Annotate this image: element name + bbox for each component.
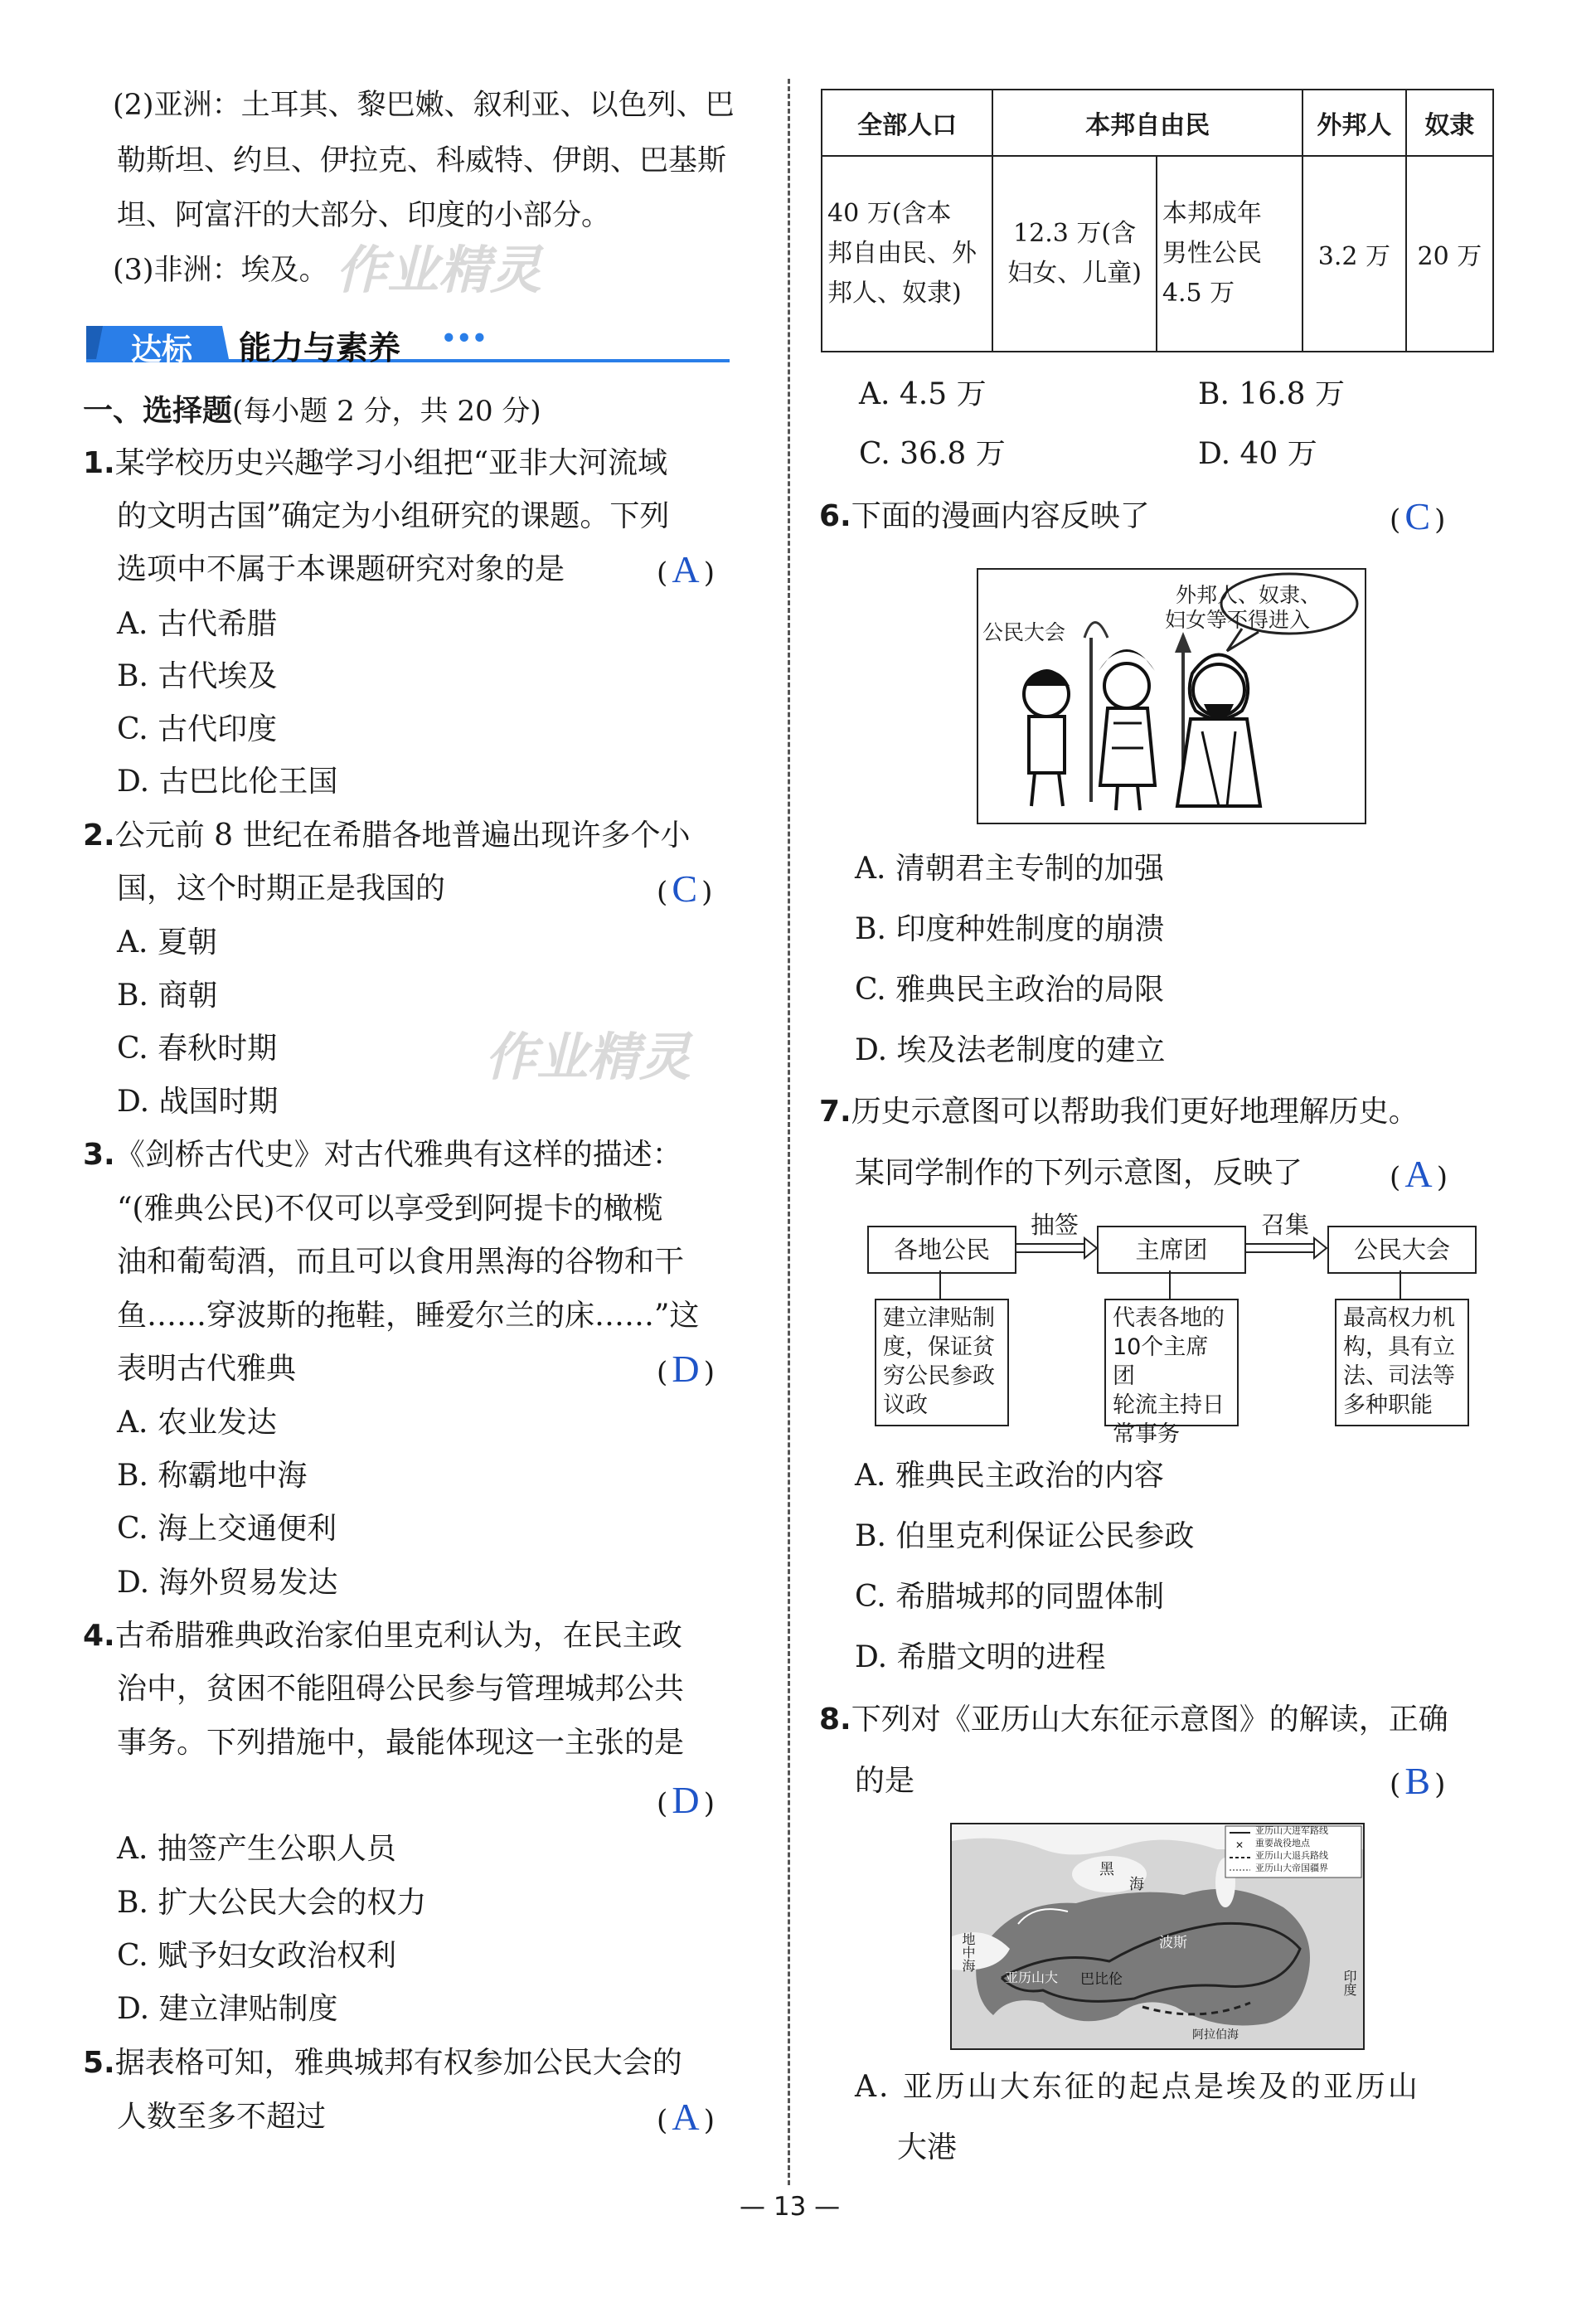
part-heading: [83, 392, 541, 431]
map-label: 黑: [1099, 1861, 1114, 1878]
map-label: 印度: [1341, 1970, 1357, 1996]
question-1-line-3: 选项中不属于本课题研究对象的是: [117, 552, 565, 586]
option: D. 古巴比伦王国: [117, 765, 338, 799]
option: C. 春秋时期: [117, 1032, 278, 1066]
question-5-answer: ( A ): [657, 2096, 715, 2138]
option: B. 古代埃及: [117, 659, 278, 693]
table-cell: 12.3 万(含 妇女、儿童): [992, 156, 1157, 352]
map-legend-item: 亚历山大进军路线: [1255, 1825, 1328, 1836]
map-label: 亚历山大: [1005, 1970, 1059, 1985]
option: A. 雅典民主政治的内容: [855, 1459, 1164, 1493]
option: B. 扩大公民大会的权力: [117, 1886, 427, 1920]
option: D. 海外贸易发达: [117, 1566, 338, 1600]
option: D. 战国时期: [117, 1085, 279, 1119]
option: B. 称霸地中海: [117, 1459, 308, 1493]
question-6-answer: ( C ): [1390, 495, 1446, 537]
section-dots: •••: [441, 324, 488, 352]
map-label: 巴比伦: [1080, 1971, 1123, 1988]
option: A. 4.5 万: [859, 377, 987, 411]
option: B. 16.8 万: [1198, 377, 1345, 411]
column-divider: [788, 79, 790, 2185]
table-header: 外邦人: [1303, 90, 1406, 156]
arrow-label: 召集: [1261, 1211, 1310, 1239]
question-7-line-1: 7.历史示意图可以帮助我们更好地理解历史。: [819, 1095, 1419, 1129]
arrow-label: 抽签: [1031, 1211, 1079, 1239]
section-badge: 达标: [131, 332, 192, 367]
question-1-answer: ( A ): [657, 548, 715, 590]
option: A. 亚历山大东征的起点是埃及的亚历山: [855, 2070, 1420, 2104]
question-3-line-1: 3.《剑桥古代史》对古代雅典有这样的描述：: [83, 1138, 682, 1172]
question-3-line-5: 表明古代雅典: [117, 1352, 297, 1386]
question-8-line-1: 8.下列对《亚历山大东征示意图》的解读，正确: [819, 1703, 1448, 1737]
map-legend-item: 重要战役地点: [1255, 1838, 1310, 1848]
map-label: 阿拉伯海: [1192, 2028, 1239, 2042]
question-4-answer: ( D ): [657, 1779, 715, 1821]
option: D. 希腊文明的进程: [855, 1640, 1106, 1674]
intro-line-2: 勒斯坦、约旦、伊拉克、科威特、伊朗、巴基斯: [117, 144, 727, 177]
speech-bubble-line: 外邦人、奴隶、: [1176, 583, 1322, 607]
table-header: 本邦自由民: [992, 90, 1303, 156]
speech-bubble-line: 妇女等不得进入: [1165, 608, 1311, 632]
cartoon-image: [977, 568, 1366, 824]
option: A. 抽签产生公职人员: [117, 1832, 396, 1866]
question-7-line-2: 某同学制作的下列示意图，反映了: [855, 1156, 1303, 1190]
table-header: 全部人口: [822, 90, 992, 156]
map-label: 地中海: [960, 1932, 976, 1972]
question-number: 1.: [83, 446, 115, 480]
intro-line-3: 坦、阿富汗的大部分、印度的小部分。: [117, 199, 611, 232]
option: B. 印度种姓制度的崩溃: [855, 912, 1165, 946]
question-3-answer: ( D ): [657, 1348, 715, 1390]
map-legend-item: 亚历山大退兵路线: [1255, 1850, 1328, 1861]
diagram-note: 最高权力机 构，具有立 法、司法等 多种职能: [1335, 1299, 1469, 1426]
diagram-note: 建立津贴制 度，保证贫 穷公民参政 议政: [875, 1299, 1009, 1426]
watermark: 作业精灵: [336, 240, 542, 300]
option: C. 希腊城邦的同盟体制: [855, 1580, 1165, 1614]
question-8-answer: ( B ): [1390, 1760, 1446, 1802]
question-3-line-4: 鱼……穿波斯的拖鞋，睡爱尔兰的床……”这: [117, 1299, 700, 1333]
question-5-line-1: 5.据表格可知，雅典城邦有权参加公民大会的: [83, 2046, 682, 2080]
option: B. 伯里克利保证公民参政: [855, 1519, 1195, 1553]
question-3-line-2: “(雅典公民)不仅可以享受到阿提卡的橄榄: [117, 1192, 663, 1226]
svg-text:✕: ✕: [1235, 1839, 1244, 1851]
diagram-box-presidium: 主席团: [1097, 1226, 1246, 1274]
map-label: 海: [1129, 1876, 1144, 1893]
question-2-answer: ( C ): [657, 867, 713, 910]
question-4-line-2: 治中，贫困不能阻碍公民参与管理城邦公共: [117, 1672, 685, 1706]
question-1-line-2: 的文明古国”确定为小组研究的课题。下列: [117, 499, 670, 533]
option: A. 古代希腊: [117, 607, 277, 641]
section-title: 能力与素养: [239, 330, 401, 367]
intro-line-4: (3)非洲：埃及。: [113, 254, 328, 287]
cartoon-label: 公民大会: [982, 620, 1066, 644]
option: C. 赋予妇女政治权利: [117, 1939, 397, 1973]
diagram-note: 代表各地的 10个主席团 轮流主持日 常事务: [1104, 1299, 1239, 1426]
question-8-line-2: 的是: [855, 1764, 915, 1798]
option: A. 夏朝: [117, 925, 217, 959]
question-1-line-1: 1.某学校历史兴趣学习小组把“亚非大河流域: [83, 446, 668, 480]
option: A. 农业发达: [117, 1406, 277, 1440]
question-7-answer: ( A ): [1390, 1153, 1448, 1195]
part-title: 一、选择题: [83, 394, 233, 428]
option: C. 雅典民主政治的局限: [855, 973, 1165, 1007]
question-3-line-3: 油和葡萄酒，而且可以食用黑海的谷物和干: [117, 1245, 685, 1279]
question-6-line-1: 6.下面的漫画内容反映了: [819, 499, 1150, 533]
option: C. 古代印度: [117, 712, 278, 746]
option: D. 建立津贴制度: [117, 1992, 338, 2026]
option: D. 埃及法老制度的建立: [855, 1033, 1166, 1067]
diagram-box-assembly: 公民大会: [1327, 1226, 1477, 1274]
population-table: [821, 89, 1494, 352]
map-legend-item: 亚历山大帝国疆界: [1255, 1863, 1328, 1873]
watermark: 作业精灵: [485, 1027, 691, 1087]
question-2-line-1: 2.公元前 8 世纪在希腊各地普遍出现许多个小: [83, 819, 691, 853]
option: B. 商朝: [117, 979, 218, 1013]
option: A. 清朝君主专制的加强: [855, 852, 1164, 886]
alexander-map: [950, 1823, 1365, 2050]
part-note: (每小题 2 分，共 20 分): [232, 395, 541, 428]
flow-diagram: [867, 1211, 1497, 1448]
table-cell: 本邦成年 男性公民 4.5 万: [1157, 156, 1303, 352]
table-cell: 20 万: [1406, 156, 1493, 352]
diagram-box-citizens: 各地公民: [867, 1226, 1016, 1274]
option: C. 海上交通便利: [117, 1512, 337, 1546]
option: D. 40 万: [1198, 437, 1317, 471]
map-label: 波斯: [1159, 1935, 1187, 1951]
table-cell: 40 万(含本 邦自由民、外 邦人、奴隶): [822, 156, 992, 352]
option-continuation: 大港: [897, 2130, 958, 2164]
question-4-line-1: 4.古希腊雅典政治家伯里克利认为，在民主政: [83, 1619, 682, 1653]
intro-line-1: (2)亚洲：土耳其、黎巴嫩、叙利亚、以色列、巴: [113, 89, 735, 122]
section-header: [83, 321, 730, 367]
question-5-line-2: 人数至多不超过: [117, 2100, 327, 2134]
table-header: 奴隶: [1406, 90, 1493, 156]
question-4-line-3: 事务。下列措施中，最能体现这一主张的是: [117, 1726, 685, 1760]
option: C. 36.8 万: [859, 437, 1006, 471]
table-cell: 3.2 万: [1303, 156, 1406, 352]
page-number: — 13 —: [740, 2192, 841, 2222]
question-2-line-2: 国，这个时期正是我国的: [117, 872, 446, 906]
